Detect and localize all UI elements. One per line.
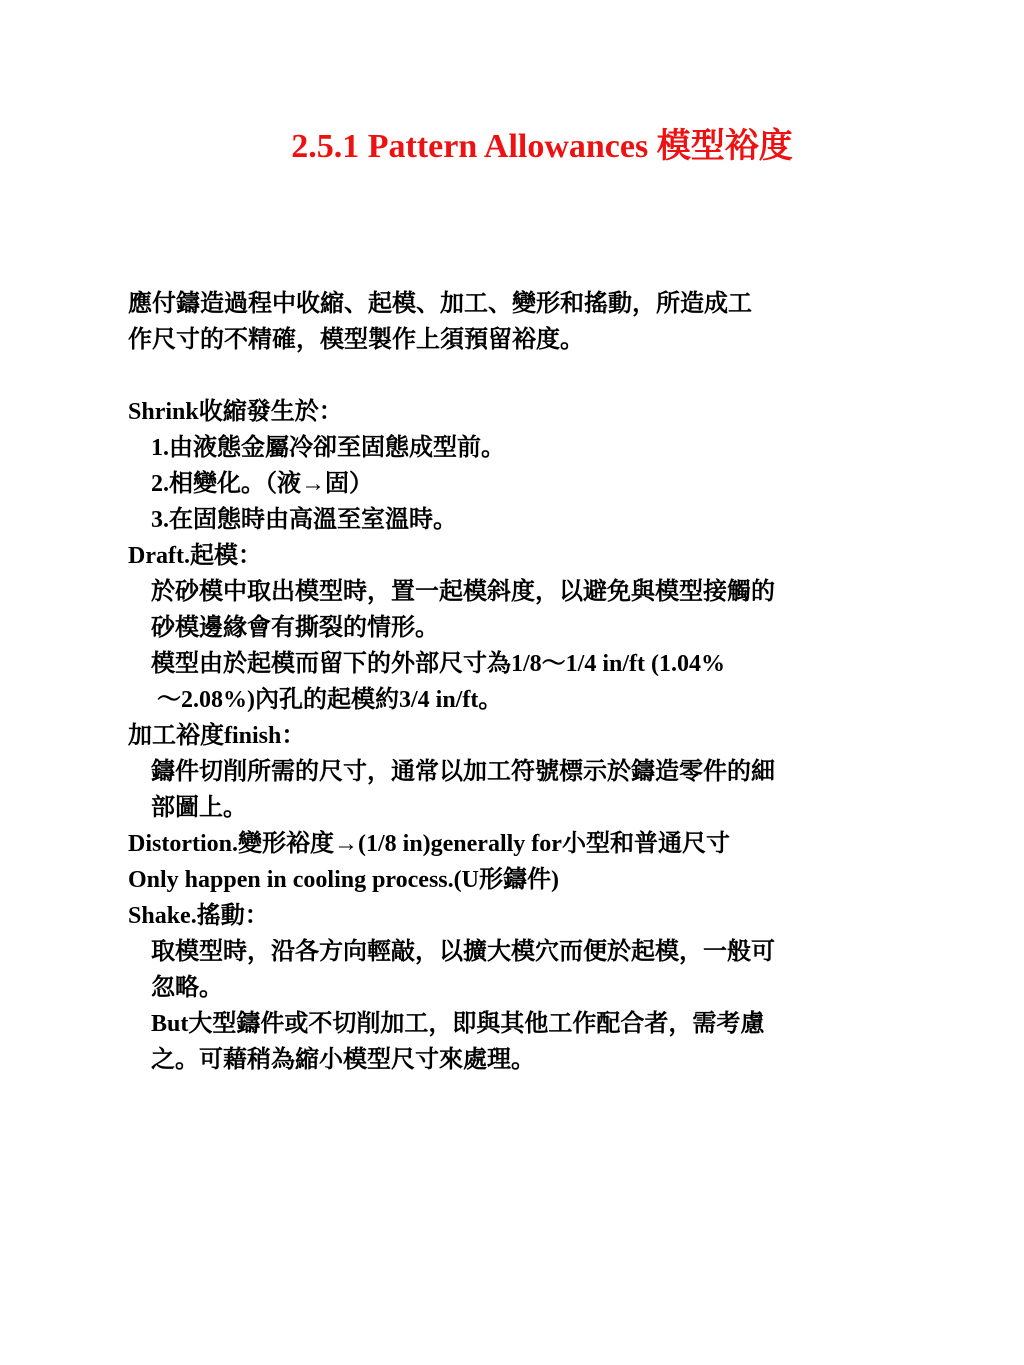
intro-line-1: 應付鑄造過程中收縮、起模、加工、變形和搖動，所造成工 — [128, 291, 752, 317]
draft-line-2: 砂模邊緣會有撕裂的情形。 — [151, 615, 439, 641]
shake-line-3: But大型鑄件或不切削加工，即與其他工作配合者，需考慮 — [151, 1011, 765, 1037]
finish-line-2: 部圖上。 — [151, 795, 247, 821]
spacer — [128, 358, 948, 394]
shrink-item-2: 2.相變化。（液→固） — [151, 471, 373, 497]
draft-line-4: ～2.08%)內孔的起模約3/4 in/ft。 — [151, 687, 503, 713]
shrink-heading: Shrink收縮發生於： — [128, 399, 343, 425]
draft-heading: Draft.起模： — [128, 543, 262, 569]
slide-title: 2.5.1 Pattern Allowances 模型裕度 — [291, 128, 793, 165]
distortion-line-1: Distortion.變形裕度→(1/8 in)generally for小型和普通尺寸 — [128, 831, 730, 857]
finish-line-1: 鑄件切削所需的尺寸，通常以加工符號標示於鑄造零件的細 — [151, 759, 775, 785]
shake-line-2: 忽略。 — [151, 975, 223, 1001]
shake-heading: Shake.搖動： — [128, 903, 269, 929]
shake-line-1: 取模型時，沿各方向輕敲，以擴大模穴而便於起模，一般可 — [151, 939, 775, 965]
finish-heading: 加工裕度finish： — [128, 723, 306, 749]
shrink-item-1: 1.由液態金屬冷卻至固態成型前。 — [151, 435, 505, 461]
draft-line-3: 模型由於起模而留下的外部尺寸為1/8～1/4 in/ft (1.04% — [151, 651, 725, 677]
shrink-item-3: 3.在固態時由高溫至室溫時。 — [151, 507, 457, 533]
distortion-line-2: Only happen in cooling process.(U形鑄件) — [128, 867, 559, 893]
slide-body — [128, 286, 948, 1078]
draft-line-1: 於砂模中取出模型時，置一起模斜度，以避免與模型接觸的 — [151, 579, 775, 605]
intro-line-2: 作尺寸的不精確，模型製作上須預留裕度。 — [128, 327, 584, 353]
shake-line-4: 之。可藉稍為縮小模型尺寸來處理。 — [151, 1047, 535, 1073]
